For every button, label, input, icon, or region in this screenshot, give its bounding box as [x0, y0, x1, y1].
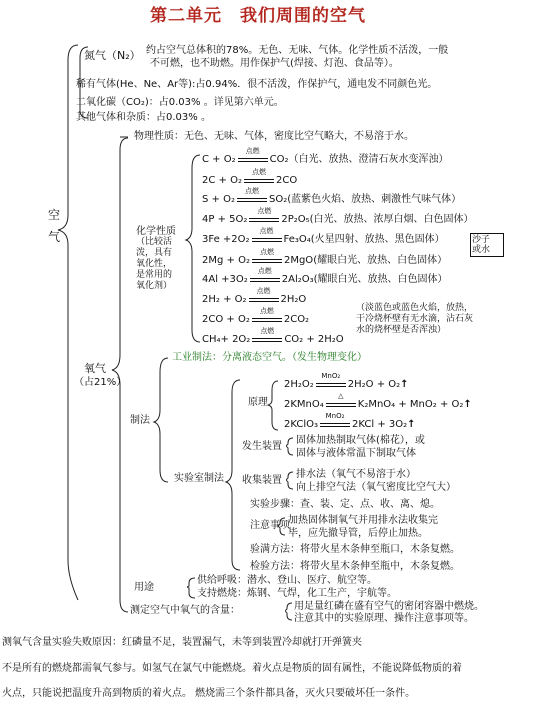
generator-2: 固体与液体常温下制取气体 — [296, 448, 416, 459]
air-char-2: 气 — [48, 230, 61, 244]
experiment-steps: 实验步骤：查、装、定、点、收、离、熄。 — [250, 499, 440, 510]
notes-2: 毕，应先撤导管，后停止加热。 — [288, 528, 428, 539]
reaction-row: 4Al +3O₂ 点燃 2Al₂O₃(耀眼白光、放热、白色固体） — [202, 267, 448, 285]
notes-1: 加热固体制氧气并用排水法收集完 — [288, 515, 438, 526]
reaction-row: 2Mg + O₂ 点燃 2MgO(耀眼白光、放热、白色固体） — [202, 248, 448, 266]
test-method: 检验方法：将带火星木条伸至瓶中，木条复燃。 — [250, 561, 460, 572]
chemical-properties-label: 化学性质 （比较活 泼，具有 氧化性， 是常用的 氧化剂） — [136, 226, 176, 291]
fe-note-box: 沙子 或水 — [470, 233, 504, 257]
measure-2: 注意其中的实验原理、操作注意事项等。 — [294, 613, 474, 624]
oxygen-label: 氧气 — [84, 362, 106, 375]
measure-1: 用足量红磷在盛有空气的密闭容器中燃烧。 — [294, 601, 484, 612]
air-char-1: 空 — [48, 208, 61, 222]
nitrogen-label: 氮气（N₂） — [84, 49, 141, 62]
principle-label: 原理 — [248, 397, 268, 408]
eq-kmno4: 2KMnO₄ △ K₂MnO₄ + MnO₂ + O₂↑ — [284, 392, 472, 410]
use-combustion: 支持燃烧：炼钢、气焊，化工生产，宇航等。 — [197, 588, 397, 599]
collector-label: 收集装置 — [242, 475, 282, 486]
nitrogen-desc-2: 不可燃，也不助燃。用作保护气(焊接、灯泡、食品等）。 — [150, 58, 399, 69]
co2-line: 二氧化碳（CO₂)：占0.03% 。详见第六单元。 — [76, 97, 284, 108]
reaction-row: 4P + 5O₂ 点燃 2P₂O₅(白光、放热、浓厚白烟、白色固体） — [202, 207, 474, 225]
reaction-row: C + O₂ 点燃 CO₂（白光、放热、澄清石灰水变浑浊） — [202, 147, 449, 165]
collector-1: 排水法（氧气不易溶于水） — [296, 469, 416, 480]
reaction-row: 2H₂ + O₂ 点燃 2H₂O — [202, 287, 307, 305]
reaction-row: 3Fe +2O₂ 点燃 Fe₃O₄(火星四射、放热、黑色固体） — [202, 227, 445, 245]
eq-kclo3: 2KClO₃ MnO₂ 2KCl + 3O₂↑ — [284, 412, 416, 430]
reaction-row: CH₄+ 2O₂ 点燃 CO₂ + 2H₂O — [202, 327, 344, 345]
nitrogen-desc-1: 约占空气总体积的78%。无色、无味、气体。化学性质不活泼，一般 — [146, 45, 449, 56]
reaction-row: 2C + O₂ 点燃 2CO — [202, 168, 298, 186]
page-title: 第二单元 我们周围的空气 — [150, 6, 366, 26]
footer-line-3: 火点，只能说把温度升高到物质的着火点。 燃烧需三个条件都具备，灭火只要破坏任一条件。 — [2, 688, 416, 699]
other-gases-line: 其他气体和杂质：占0.03% 。 — [76, 112, 211, 123]
collector-2: 向上排空气法（氧气密度比空气大） — [296, 482, 456, 493]
notes-label: 注意事项 — [250, 520, 290, 531]
lab-method-label: 实验室制法 — [174, 473, 224, 484]
full-check-method: 验满方法：将带火星木条伸至瓶口，木条复燃。 — [250, 544, 460, 555]
oxygen-percent: （占21%） — [74, 377, 127, 388]
noble-gas-line: 稀有气体(He、Ne、Ar等):占0.94%．很不活泼，作保护气，通电发不同颜色光。 — [76, 79, 438, 90]
measure-label: 测定空气中氧气的含量： — [130, 605, 240, 616]
flame-note: （淡蓝色或蓝色火焰，放热， 干冷烧杯壁有无水滴，沾石灰 水的烧杯壁是否浑浊） — [356, 303, 474, 335]
uses-label: 用途 — [134, 582, 154, 593]
footer-line-2: 不是所有的燃烧都需氧气参与。如氢气在氯气中能燃烧。着火点是物质的固有属性，不能说降低物质的着 — [2, 663, 462, 674]
eq-h2o2: 2H₂O₂ MnO₂ 2H₂O + O₂↑ — [284, 372, 409, 390]
footer-line-1: 测氧气含量实验失败原因：红磷量不足，装置漏气，未等到装置冷却就打开弹簧夹 — [2, 637, 362, 648]
reaction-row: S + O₂ 点燃 SO₂(蓝紫色火焰、放热、刺激性气味气体） — [202, 187, 462, 205]
generator-label: 发生装置 — [242, 441, 282, 452]
reaction-row: 2CO + O₂ 点燃 2CO₂ — [202, 307, 310, 325]
generator-1: 固体加热制取气体(棉花），或 — [296, 435, 425, 446]
use-breathing: 供给呼吸：潜水、登山、医疗、航空等。 — [197, 575, 377, 586]
industrial-method: 工业制法：分离液态空气。（发生物理变化） — [172, 352, 367, 363]
preparation-label: 制法 — [130, 415, 150, 426]
physical-properties: 物理性质：无色、无味、气体，密度比空气略大，不易溶于水。 — [134, 131, 414, 142]
